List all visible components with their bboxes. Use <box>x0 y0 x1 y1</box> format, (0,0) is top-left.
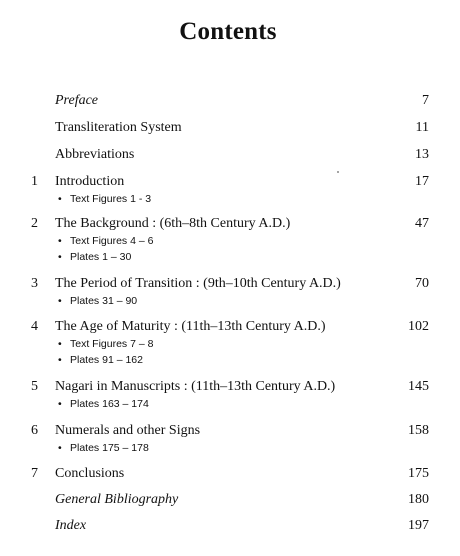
toc-subentry-label: Plates 1 – 30 <box>70 251 132 263</box>
toc-subentry-label: Plates 31 – 90 <box>70 295 138 307</box>
toc-subentry <box>58 251 131 263</box>
toc-subentry-label: Text Figures 7 – 8 <box>70 338 154 350</box>
toc-entry-page: 13 <box>415 147 429 162</box>
toc-entry-page: 175 <box>408 466 429 481</box>
bullet-icon: • <box>58 235 62 247</box>
bullet-icon: • <box>58 398 62 410</box>
toc-subentry <box>58 235 153 247</box>
toc-chapter-number: 1 <box>31 174 38 189</box>
toc-subentry <box>58 354 143 366</box>
toc-entry-label: The Background : (6th–8th Century A.D.) <box>55 216 291 231</box>
toc-subentry-label: Plates 175 – 178 <box>70 442 149 454</box>
toc-entry-label: General Bibliography <box>55 492 179 507</box>
toc-entry-label: The Period of Transition : (9th–10th Century A.D.) <box>55 276 341 291</box>
toc-entry-page: 180 <box>408 492 429 507</box>
bullet-icon: • <box>58 193 62 205</box>
toc-chapter-number: 2 <box>31 216 38 231</box>
toc-entry-page: 197 <box>408 518 429 533</box>
bullet-icon: • <box>58 442 62 454</box>
toc-entry-label: Nagari in Manuscripts : (11th–13th Century A.D.) <box>55 379 336 394</box>
toc-entry-label: Numerals and other Signs <box>55 423 201 438</box>
bullet-icon: • <box>58 251 62 263</box>
toc-entry-label: Index <box>55 518 87 533</box>
toc-chapter-number: 3 <box>31 276 38 291</box>
toc-entry-label: Transliteration System <box>55 120 182 135</box>
bullet-icon: • <box>58 295 62 307</box>
toc-subentry-label: Plates 91 – 162 <box>70 354 143 366</box>
toc-entry-page: 17 <box>415 174 429 189</box>
page-title: Contents <box>179 18 277 45</box>
toc-subentry <box>58 442 149 454</box>
toc-entry-page: 102 <box>408 319 429 334</box>
toc-entry-page: 145 <box>408 379 429 394</box>
toc-entry-page: 47 <box>415 216 429 231</box>
toc-chapter-number: 7 <box>31 466 38 481</box>
page-speck <box>337 171 339 173</box>
toc-chapter-number: 6 <box>31 423 38 438</box>
toc-entry-label: Preface <box>55 93 99 108</box>
toc-subentry <box>58 295 137 307</box>
toc-chapter-number: 5 <box>31 379 38 394</box>
toc-entry-label: Introduction <box>55 174 125 189</box>
toc-subentry-label: Text Figures 1 - 3 <box>70 193 152 205</box>
toc-entry-label: Abbreviations <box>55 147 135 162</box>
toc-entry-label: The Age of Maturity : (11th–13th Century A.D.) <box>55 319 326 334</box>
bullet-icon: • <box>58 354 62 366</box>
toc-subentry-label: Text Figures 4 – 6 <box>70 235 154 247</box>
toc-chapter-number: 4 <box>31 319 38 334</box>
toc-entry-page: 158 <box>408 423 429 438</box>
bullet-icon: • <box>58 338 62 350</box>
toc-subentry <box>58 398 149 410</box>
toc-subentry-label: Plates 163 – 174 <box>70 398 149 410</box>
toc-entry-page: 70 <box>415 276 429 291</box>
toc-entry-page: 11 <box>415 120 429 135</box>
toc-subentry <box>58 193 151 205</box>
toc-entry-page: 7 <box>422 93 429 108</box>
toc-entry-label: Conclusions <box>55 466 125 481</box>
toc-subentry <box>58 338 153 350</box>
